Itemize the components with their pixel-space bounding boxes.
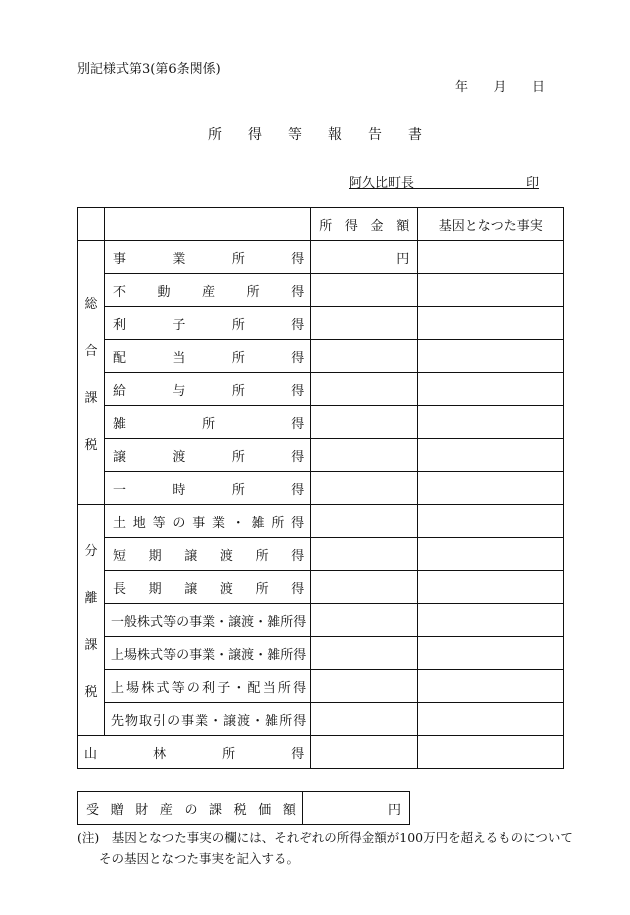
income-type-char: 産 (202, 284, 216, 300)
income-type-char: 当 (262, 680, 276, 696)
income-type-char: 般 (124, 614, 138, 630)
income-type-char: ・ (251, 713, 265, 729)
income-type-char: 一 (113, 482, 127, 498)
forest-label-char: 林 (153, 746, 167, 762)
income-type-char: 所 (231, 383, 245, 399)
income-table (77, 207, 564, 769)
income-type-char: 得 (291, 251, 305, 267)
income-type-char: 給 (113, 383, 127, 399)
income-type-char: 式 (150, 647, 164, 663)
group-general-char: 税 (84, 437, 98, 453)
income-type-char: 不 (113, 284, 127, 300)
page-title (0, 124, 630, 144)
income-fact-field[interactable] (418, 538, 564, 571)
income-type-char: 雑 (267, 647, 281, 663)
title-char: 書 (408, 127, 422, 143)
income-row (78, 538, 564, 571)
income-type-char: 引 (153, 713, 167, 729)
income-type-char: ・ (231, 515, 245, 531)
income-type-char: 雑 (251, 515, 265, 531)
income-type-cell (105, 637, 311, 670)
income-type-char: 得 (293, 647, 307, 663)
header-row (78, 208, 564, 241)
header-blank-cell (105, 208, 311, 241)
forest-fact-field[interactable] (418, 736, 564, 769)
income-type-char: 長 (113, 581, 127, 597)
income-type-char: 等 (152, 515, 166, 531)
income-type-char: ・ (215, 614, 229, 630)
income-type-char: ・ (254, 614, 268, 630)
income-type-char: の (176, 614, 190, 630)
income-row (78, 340, 564, 373)
gift-table (77, 791, 410, 825)
income-row (78, 274, 564, 307)
income-type-char: 所 (231, 449, 245, 465)
group-separate-char: 税 (84, 685, 98, 700)
income-type-char: 譲 (184, 581, 198, 597)
income-type-char: 事 (189, 614, 203, 630)
income-type-cell (105, 307, 311, 340)
income-row (78, 505, 564, 538)
income-type-char: 利 (113, 317, 127, 333)
income-type-char: 得 (291, 383, 305, 399)
income-type-cell (105, 241, 311, 274)
income-type-char: 得 (291, 581, 305, 597)
forest-row (78, 736, 564, 769)
income-fact-field[interactable] (418, 439, 564, 472)
forest-label-cell (78, 736, 311, 769)
income-type-char: 等 (163, 614, 177, 630)
income-type-char: 所 (271, 515, 285, 531)
date-day: 日 (531, 80, 545, 95)
income-amount-field[interactable] (311, 307, 418, 340)
forest-amount-field[interactable] (311, 736, 418, 769)
title-char: 等 (288, 127, 302, 143)
title-char: 報 (328, 127, 342, 143)
income-amount-field[interactable] (311, 340, 418, 373)
income-type-cell (105, 670, 311, 703)
income-type-char: 時 (172, 482, 186, 498)
gift-amount-field[interactable]: 円 (303, 792, 410, 825)
group-general-char: 課 (84, 390, 98, 406)
note-line-2: その基因となつた事実を記入する。 (99, 851, 300, 866)
income-row (78, 637, 564, 670)
income-type-char: の (186, 680, 200, 696)
income-type-char: 所 (279, 713, 293, 729)
income-type-char: 子 (217, 680, 231, 696)
income-type-char: の (167, 713, 181, 729)
income-type-cell (105, 538, 311, 571)
income-type-char: ・ (215, 647, 229, 663)
income-fact-field[interactable] (418, 670, 564, 703)
income-type-char: 雑 (113, 416, 127, 432)
gift-label-char: 贈 (110, 802, 124, 818)
income-type-char: 渡 (219, 581, 233, 597)
note-line-1: (注) 基因となつた事実の欄には、それぞれの所得金額が100万円を超えるものについて (77, 830, 573, 845)
income-fact-field[interactable] (418, 406, 564, 439)
income-type-char: 得 (291, 350, 305, 366)
income-amount-field[interactable] (311, 637, 418, 670)
income-row (78, 472, 564, 505)
income-fact-field[interactable] (418, 241, 564, 274)
income-type-cell (105, 703, 311, 736)
income-type-char: ・ (232, 680, 246, 696)
income-type-cell (105, 373, 311, 406)
addressee-line (349, 172, 539, 189)
income-type-char: 上 (111, 680, 125, 696)
income-type-char: 期 (148, 581, 162, 597)
income-type-char: 与 (172, 383, 186, 399)
income-type-char: 所 (202, 416, 216, 432)
income-type-char: ・ (254, 647, 268, 663)
income-type-char: 事 (113, 251, 127, 267)
income-type-char: 所 (280, 647, 294, 663)
income-type-char: 譲 (223, 713, 237, 729)
income-type-char: 利 (202, 680, 216, 696)
income-type-char: 配 (113, 350, 127, 366)
income-type-char: 場 (124, 647, 138, 663)
income-type-char: 業 (172, 251, 186, 267)
income-type-char: 業 (211, 515, 225, 531)
income-type-char: 渡 (172, 449, 186, 465)
forest-label-char: 所 (222, 746, 236, 762)
income-fact-field[interactable] (418, 505, 564, 538)
income-row (78, 571, 564, 604)
income-type-char: 所 (231, 251, 245, 267)
income-type-cell (105, 571, 311, 604)
income-type-char: 得 (291, 284, 305, 300)
income-fact-field[interactable] (418, 571, 564, 604)
income-type-char: 期 (148, 548, 162, 564)
forest-label-char: 山 (84, 746, 98, 762)
income-type-char: 当 (172, 350, 186, 366)
income-type-char: 事 (181, 713, 195, 729)
fact-header: 基因となつた事実 (418, 208, 564, 241)
income-row (78, 307, 564, 340)
income-type-char: 得 (291, 482, 305, 498)
gift-label-char: 税 (233, 802, 247, 818)
amount-header-char: 金 (370, 218, 384, 234)
income-type-char: 短 (113, 548, 127, 564)
forest-label-char: 得 (291, 746, 305, 762)
income-fact-field[interactable] (418, 604, 564, 637)
addressee-name: 阿久比町長 (349, 176, 415, 191)
income-type-char: 得 (293, 713, 307, 729)
income-amount-field[interactable] (311, 505, 418, 538)
income-type-char: 業 (202, 614, 216, 630)
gift-label-char: の (184, 802, 198, 818)
income-amount-field[interactable] (311, 538, 418, 571)
gift-label-char: 課 (209, 802, 223, 818)
income-type-char: 土 (113, 515, 127, 531)
group-general-char: 総 (84, 296, 98, 312)
income-type-char: の (172, 515, 186, 531)
header-blank-cell (78, 208, 105, 241)
income-type-cell (105, 604, 311, 637)
income-row (78, 439, 564, 472)
date-line (455, 76, 545, 95)
income-type-char: 動 (157, 284, 171, 300)
income-type-char: 譲 (113, 449, 127, 465)
income-fact-field[interactable] (418, 472, 564, 505)
income-type-char: 得 (291, 548, 305, 564)
group-separate (78, 505, 105, 736)
income-type-char: 渡 (241, 614, 255, 630)
income-row (78, 241, 564, 274)
income-amount-field[interactable] (311, 373, 418, 406)
income-type-char: 等 (171, 680, 185, 696)
income-type-char: 式 (150, 614, 164, 630)
gift-label-char: 額 (282, 802, 296, 818)
income-type-char: 事 (192, 515, 206, 531)
income-fact-field[interactable] (418, 637, 564, 670)
income-type-char: 譲 (228, 614, 242, 630)
amount-header-char: 所 (319, 218, 333, 234)
income-type-char: 得 (291, 515, 305, 531)
gift-label-char: 価 (258, 802, 272, 818)
note (77, 827, 577, 869)
income-type-char: 上 (111, 647, 125, 663)
income-type-char: ・ (209, 713, 223, 729)
income-type-char: 配 (247, 680, 261, 696)
income-type-char: 所 (246, 284, 260, 300)
income-type-char: 所 (280, 614, 294, 630)
income-amount-field[interactable] (311, 604, 418, 637)
income-type-char: 得 (293, 614, 307, 630)
income-type-char: 雑 (267, 614, 281, 630)
income-type-cell (105, 472, 311, 505)
income-type-char: 所 (277, 680, 291, 696)
income-type-char: 所 (231, 317, 245, 333)
income-type-cell (105, 340, 311, 373)
income-fact-field[interactable] (418, 307, 564, 340)
income-type-char: 譲 (228, 647, 242, 663)
income-amount-field[interactable]: 円 (311, 241, 418, 274)
group-separate-char: 課 (84, 638, 98, 653)
income-fact-field[interactable] (418, 373, 564, 406)
income-type-char: 事 (189, 647, 203, 663)
income-type-char: 雑 (265, 713, 279, 729)
income-type-cell (105, 505, 311, 538)
income-type-char: 株 (137, 647, 151, 663)
income-type-char: 譲 (184, 548, 198, 564)
income-type-char: 一 (111, 614, 125, 630)
gift-label-char: 財 (135, 802, 149, 818)
income-type-cell (105, 439, 311, 472)
group-general (78, 241, 105, 505)
income-type-char: 渡 (241, 647, 255, 663)
income-type-char: 株 (141, 680, 155, 696)
income-row (78, 406, 564, 439)
income-amount-field[interactable] (311, 439, 418, 472)
income-type-char: 所 (255, 548, 269, 564)
income-type-char: 所 (255, 581, 269, 597)
title-char: 告 (368, 127, 382, 143)
income-type-char: 所 (231, 350, 245, 366)
income-type-char: 得 (291, 449, 305, 465)
income-fact-field[interactable] (418, 703, 564, 736)
date-year: 年 (455, 80, 469, 95)
income-amount-field[interactable] (311, 571, 418, 604)
income-type-char: 子 (172, 317, 186, 333)
income-type-char: 渡 (219, 548, 233, 564)
amount-header-char: 得 (344, 218, 358, 234)
income-type-cell (105, 274, 311, 307)
income-type-char: 式 (156, 680, 170, 696)
gift-label-cell (78, 792, 303, 825)
title-char: 得 (248, 127, 262, 143)
income-type-char: 先 (111, 713, 125, 729)
income-type-char: 得 (293, 680, 307, 696)
income-type-char: 地 (132, 515, 146, 531)
income-type-char: 場 (126, 680, 140, 696)
income-type-char: 物 (125, 713, 139, 729)
gift-label-char: 受 (86, 802, 100, 818)
income-fact-field[interactable] (418, 274, 564, 307)
seal-mark: 印 (525, 176, 539, 191)
form-reference: 別記様式第3(第6条関係) (77, 62, 221, 77)
amount-header (311, 208, 418, 241)
income-type-char: の (176, 647, 190, 663)
group-general-char: 合 (84, 343, 98, 359)
income-type-char: 得 (291, 416, 305, 432)
group-separate-char: 離 (84, 591, 98, 606)
income-amount-field[interactable] (311, 703, 418, 736)
income-row (78, 670, 564, 703)
income-type-char: 所 (231, 482, 245, 498)
income-type-char: 得 (291, 317, 305, 333)
income-fact-field[interactable] (418, 340, 564, 373)
income-type-char: 株 (137, 614, 151, 630)
title-char: 所 (208, 127, 222, 143)
income-amount-field[interactable] (311, 670, 418, 703)
income-type-char: 取 (139, 713, 153, 729)
income-amount-field[interactable] (311, 472, 418, 505)
income-row (78, 604, 564, 637)
amount-header-char: 額 (396, 218, 410, 234)
date-month: 月 (493, 80, 507, 95)
gift-label-char: 産 (159, 802, 173, 818)
income-row (78, 373, 564, 406)
group-separate-char: 分 (84, 544, 98, 559)
income-type-cell (105, 406, 311, 439)
income-type-char: 業 (195, 713, 209, 729)
income-amount-field[interactable] (311, 274, 418, 307)
income-amount-field[interactable] (311, 406, 418, 439)
income-row (78, 703, 564, 736)
income-type-char: 業 (202, 647, 216, 663)
income-type-char: 渡 (237, 713, 251, 729)
income-type-char: 等 (163, 647, 177, 663)
